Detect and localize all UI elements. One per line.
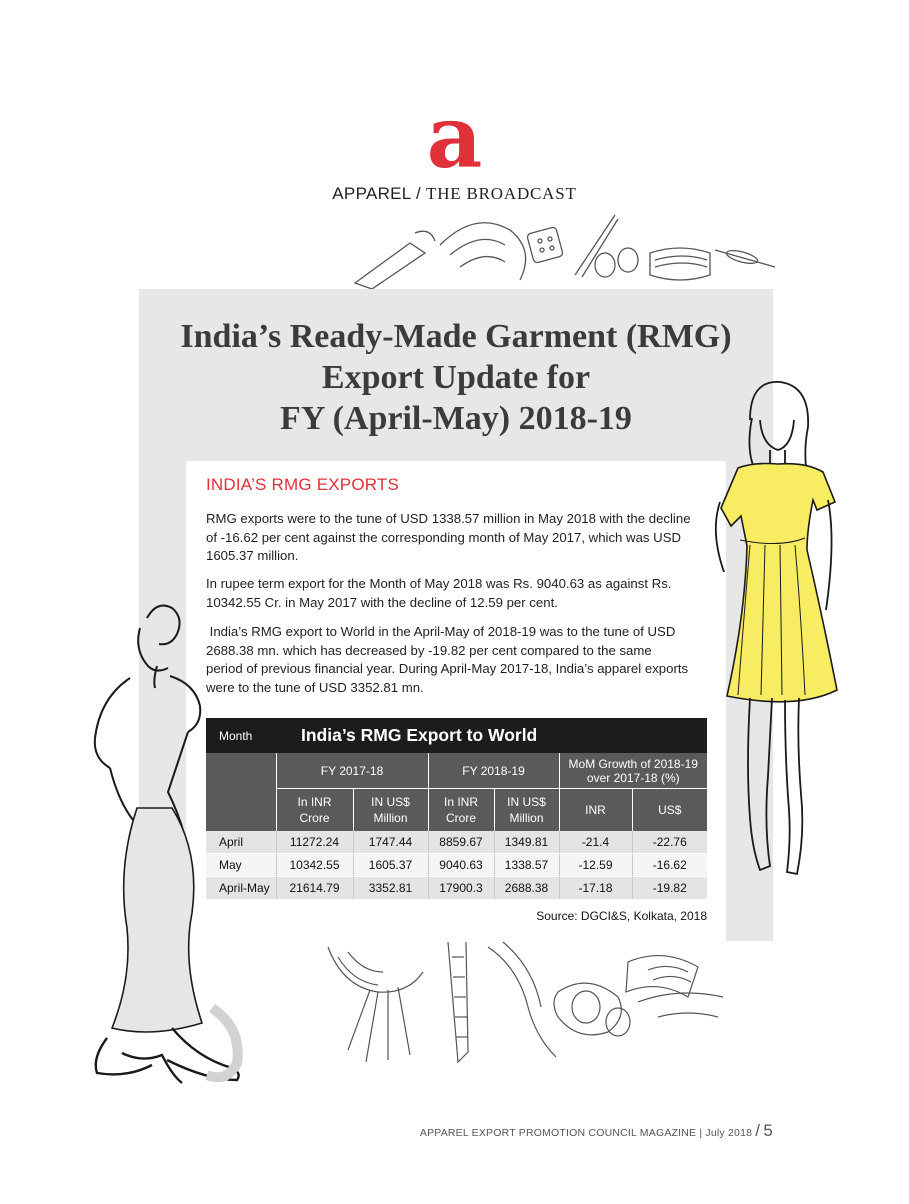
table-cell: 1605.37 bbox=[353, 854, 428, 877]
table-cell: 1349.81 bbox=[494, 831, 559, 854]
table-group-header-row bbox=[206, 753, 707, 789]
page-title bbox=[150, 316, 762, 439]
group-header-mom-growth: MoM Growth of 2018-19 over 2017-18 (%) bbox=[559, 753, 707, 789]
group-header-fy-2017-18: FY 2017-18 bbox=[276, 753, 428, 789]
table-cell: 8859.67 bbox=[428, 831, 494, 854]
subheader-cell: INR bbox=[559, 789, 632, 832]
title-line-3: FY (April-May) 2018-19 bbox=[280, 400, 632, 437]
table-row bbox=[206, 831, 707, 854]
subheader-cell: In INR Crore bbox=[428, 789, 494, 832]
section-heading: INDIA’S RMG EXPORTS bbox=[206, 475, 400, 494]
table-cell: 11272.24 bbox=[276, 831, 353, 854]
subheader-cell: In INR Crore bbox=[276, 789, 353, 832]
table-cell: 17900.3 bbox=[428, 877, 494, 900]
row-label: April bbox=[206, 831, 276, 854]
table-cell: -17.18 bbox=[559, 877, 632, 900]
subheader-cell: US$ bbox=[632, 789, 707, 832]
subheader-cell: IN US$ Million bbox=[353, 789, 428, 832]
logo-mark: a bbox=[426, 87, 483, 188]
masthead bbox=[0, 184, 909, 204]
sewing-tools-sketch-top bbox=[350, 205, 780, 295]
export-table bbox=[206, 718, 707, 900]
footer-slash: / bbox=[755, 1121, 761, 1140]
masthead-section: THE BROADCAST bbox=[426, 184, 577, 203]
woman-gown-sketch bbox=[62, 598, 262, 1088]
title-line-2: Export Update for bbox=[321, 359, 591, 396]
title-line-1: India’s Ready-Made Garment (RMG) bbox=[180, 318, 732, 355]
woman-yellow-dress-sketch bbox=[710, 380, 840, 885]
page-footer bbox=[300, 1121, 773, 1141]
table-cell: 9040.63 bbox=[428, 854, 494, 877]
table-title-row bbox=[206, 718, 707, 753]
table-cell: -16.62 bbox=[632, 854, 707, 877]
row-label: April-May bbox=[206, 877, 276, 900]
footer-text: APPAREL EXPORT PROMOTION COUNCIL MAGAZINE | July 2018 bbox=[419, 1127, 753, 1139]
table-cell: -22.76 bbox=[632, 831, 707, 854]
subheader-cell: IN US$ Million bbox=[494, 789, 559, 832]
table-source: Source: DGCI&S, Kolkata, 2018 bbox=[536, 909, 707, 923]
paragraph-2: In rupee term export for the Month of May 2018 was Rs. 9040.63 as against Rs. 10342.55 Cr. in May 2017 with the decline of 12.59 per cent. bbox=[206, 576, 672, 610]
sewing-tools-sketch-bottom bbox=[318, 942, 730, 1067]
paragraph-3: India’s RMG export to World in the April-May of 2018-19 was to the tune of USD 2688.38 mn. which has decreased by -19.82 per cent compared to the same period of previous financial year. During April-May 2017-18, India’s apparel exports were to the tune of USD 3352.81 mn. bbox=[206, 624, 692, 695]
table-cell: -19.82 bbox=[632, 877, 707, 900]
table-cell: 10342.55 bbox=[276, 854, 353, 877]
table-cell: 1338.57 bbox=[494, 854, 559, 877]
table-cell: 21614.79 bbox=[276, 877, 353, 900]
table-cell: 2688.38 bbox=[494, 877, 559, 900]
table-row bbox=[206, 854, 707, 877]
table-cell: -21.4 bbox=[559, 831, 632, 854]
page-number: 5 bbox=[763, 1121, 773, 1140]
table-cell: 1747.44 bbox=[353, 831, 428, 854]
masthead-separator: / bbox=[415, 184, 421, 203]
table-cell: -12.59 bbox=[559, 854, 632, 877]
masthead-brand: APPAREL bbox=[332, 184, 411, 203]
group-header-fy-2018-19: FY 2018-19 bbox=[428, 753, 559, 789]
table-cell: 3352.81 bbox=[353, 877, 428, 900]
paragraph-1: RMG exports were to the tune of USD 1338.57 million in May 2018 with the decline of -16.62 per cent against the corresponding month of May 2017, which was USD 1605.37 million. bbox=[206, 511, 691, 563]
table-row bbox=[206, 877, 707, 900]
table-title: India’s RMG Export to World bbox=[276, 718, 707, 753]
month-column-label: Month bbox=[206, 718, 276, 753]
row-label: May bbox=[206, 854, 276, 877]
table-subheader-row bbox=[206, 789, 707, 832]
